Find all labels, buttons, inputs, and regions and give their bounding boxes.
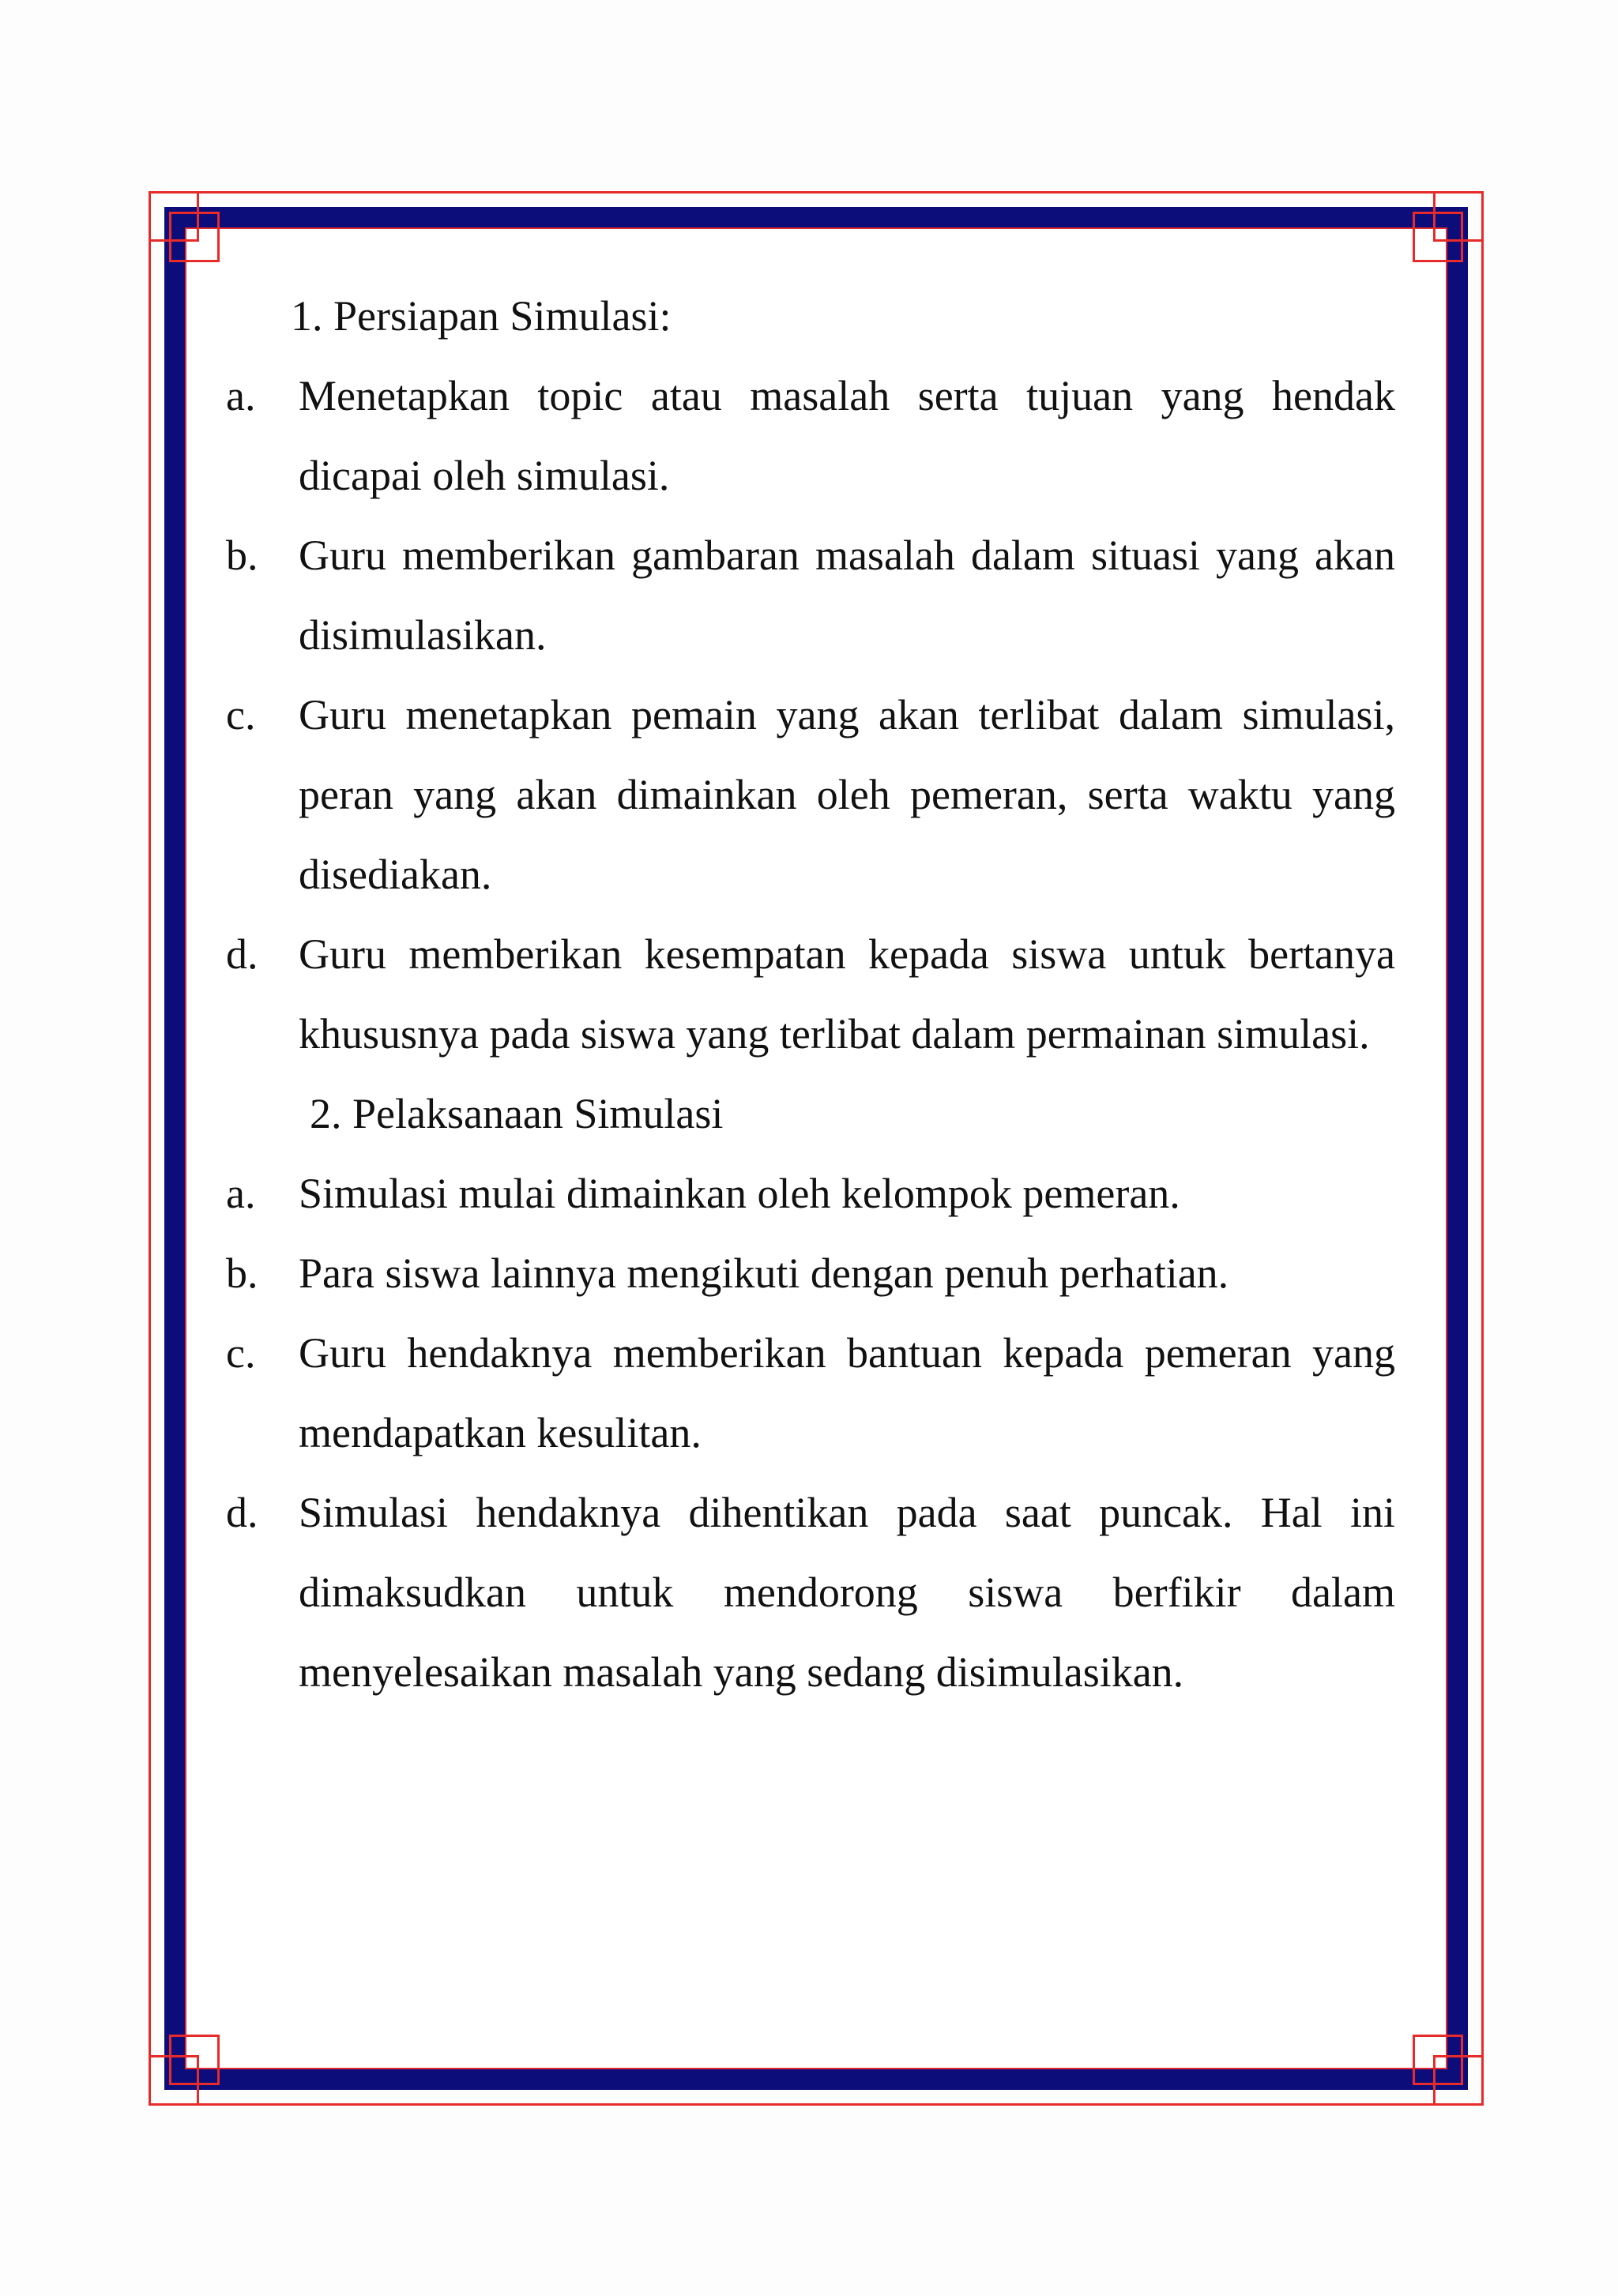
- list-item-text: Guru hendaknya memberikan bantuan kepada pemeran yang mendapatkan kesulitan.: [299, 1329, 1395, 1456]
- list-item-text: Guru menetapkan pemain yang akan terlibat dalam simulasi, peran yang akan dimainkan oleh pemeran, serta waktu yang disediakan.: [299, 691, 1395, 898]
- corner-ornament-bottom-right-inner: [1413, 2035, 1463, 2085]
- list-item-text: Guru memberikan gambaran masalah dalam situasi yang akan disimulasikan.: [299, 532, 1395, 659]
- list-item-text: Simulasi mulai dimainkan oleh kelompok pemeran.: [299, 1170, 1180, 1217]
- list-marker: d.: [226, 930, 258, 978]
- list-marker: b.: [226, 1249, 258, 1297]
- section-heading-persiapan: 1. Persiapan Simulasi:: [291, 292, 672, 340]
- list-marker: b.: [226, 532, 258, 579]
- corner-ornament-top-right-inner: [1413, 212, 1463, 262]
- corner-ornament-bottom-left-inner: [169, 2035, 220, 2085]
- list-item-text: Menetapkan topic atau masalah serta tujuan yang hendak dicapai oleh simulasi.: [299, 372, 1395, 499]
- list-marker: c.: [226, 691, 256, 738]
- list-marker: a.: [226, 372, 256, 419]
- document-body: [226, 276, 1395, 1712]
- list-item: [226, 1473, 1395, 1712]
- list-item: [226, 356, 1395, 516]
- list-item: [226, 1313, 1395, 1473]
- list-item-text: Simulasi hendaknya dihentikan pada saat puncak. Hal ini dimaksudkan untuk mendorong siswa berfikir dalam menyelesaikan masalah yang sedang disimulasikan.: [299, 1489, 1395, 1696]
- corner-ornament-top-left-inner: [169, 212, 220, 262]
- section-heading-pelaksanaan: 2. Pelaksanaan Simulasi: [310, 1090, 724, 1137]
- list-item: [226, 1234, 1395, 1313]
- list-item-text: Para siswa lainnya mengikuti dengan penuh perhatian.: [299, 1249, 1229, 1297]
- list-item-text: Guru memberikan kesempatan kepada siswa untuk bertanya khususnya pada siswa yang terlibat dalam permainan simulasi.: [299, 930, 1395, 1058]
- list-item: [226, 675, 1395, 915]
- list-item: [226, 516, 1395, 675]
- list-item: [226, 1154, 1395, 1234]
- list-item: [226, 915, 1395, 1074]
- list-marker: a.: [226, 1170, 256, 1217]
- list-marker: c.: [226, 1329, 256, 1377]
- list-marker: d.: [226, 1489, 258, 1536]
